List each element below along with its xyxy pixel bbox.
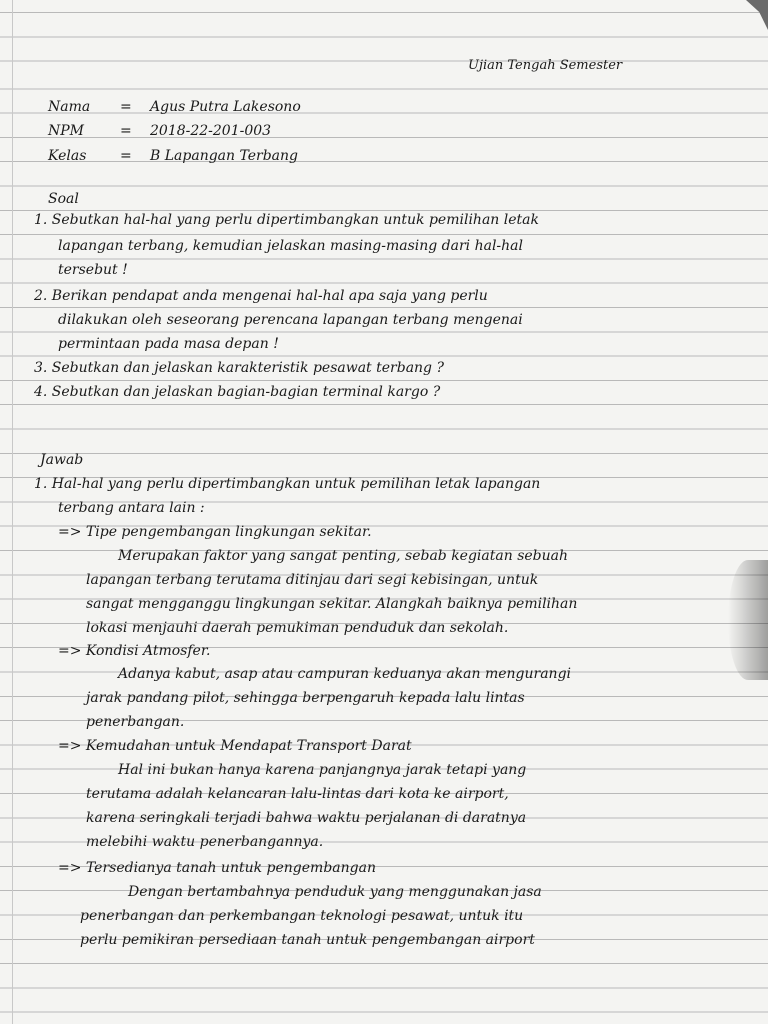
- jawab-line: terutama adalah kelancaran lalu-lintas dari kota ke airport,: [86, 786, 509, 802]
- jawab-line: terbang antara lain :: [58, 500, 205, 516]
- torn-corner: [746, 0, 768, 30]
- soal-line: lapangan terbang, kemudian jelaskan masing-masing dari hal-hal: [58, 238, 524, 254]
- npm-sep: =: [120, 123, 132, 139]
- jawab-line: => Tersedianya tanah untuk pengembangan: [58, 860, 376, 876]
- npm-value: 2018-22-201-003: [150, 123, 272, 139]
- jawab-line: => Kondisi Atmosfer.: [58, 643, 211, 659]
- jawab-line: penerbangan dan perkembangan teknologi pesawat, untuk itu: [80, 908, 524, 924]
- soal-line: permintaan pada masa depan !: [58, 336, 279, 352]
- jawab-line: lapangan terbang terutama ditinjau dari segi kebisingan, untuk: [86, 572, 539, 588]
- jawab-line: 1. Hal-hal yang perlu dipertimbangkan untuk pemilihan letak lapangan: [34, 476, 541, 492]
- jawab-line: Adanya kabut, asap atau campuran keduanya akan mengurangi: [118, 666, 572, 682]
- page-shadow: [728, 560, 768, 680]
- jawab-heading: Jawab: [40, 452, 84, 468]
- nama-label: Nama: [48, 99, 91, 115]
- jawab-line: Dengan bertambahnya penduduk yang menggunakan jasa: [128, 884, 542, 900]
- jawab-line: jarak pandang pilot, sehingga berpengaruh kepada lalu lintas: [86, 690, 525, 706]
- exam-title: Ujian Tengah Semester: [468, 58, 623, 73]
- kelas-label: Kelas: [48, 148, 87, 164]
- kelas-sep: =: [120, 148, 132, 164]
- jawab-line: penerbangan.: [86, 714, 185, 730]
- jawab-line: lokasi menjauhi daerah pemukiman penduduk dan sekolah.: [86, 620, 509, 636]
- soal-line: 3. Sebutkan dan jelaskan karakteristik pesawat terbang ?: [34, 360, 444, 376]
- soal-heading: Soal: [48, 191, 79, 207]
- jawab-line: perlu pemikiran persediaan tanah untuk pengembangan airport: [80, 932, 535, 948]
- jawab-line: Merupakan faktor yang sangat penting, sebab kegiatan sebuah: [118, 548, 569, 564]
- soal-line: tersebut !: [58, 262, 128, 278]
- jawab-line: => Tipe pengembangan lingkungan sekitar.: [58, 524, 372, 540]
- jawab-line: melebihi waktu penerbangannya.: [86, 834, 324, 850]
- npm-label: NPM: [48, 123, 85, 139]
- jawab-line: => Kemudahan untuk Mendapat Transport Darat: [58, 738, 412, 754]
- nama-sep: =: [120, 99, 132, 115]
- margin-line: [12, 0, 13, 1024]
- nama-value: Agus Putra Lakesono: [150, 99, 301, 115]
- jawab-line: Hal ini bukan hanya karena panjangnya jarak tetapi yang: [118, 762, 527, 778]
- soal-line: 1. Sebutkan hal-hal yang perlu dipertimbangkan untuk pemilihan letak: [34, 212, 539, 228]
- kelas-value: B Lapangan Terbang: [150, 148, 298, 164]
- soal-line: dilakukan oleh seseorang perencana lapangan terbang mengenai: [58, 312, 523, 328]
- soal-line: 2. Berikan pendapat anda mengenai hal-hal apa saja yang perlu: [34, 288, 488, 304]
- soal-line: 4. Sebutkan dan jelaskan bagian-bagian terminal kargo ?: [34, 384, 441, 400]
- jawab-line: karena seringkali terjadi bahwa waktu perjalanan di daratnya: [86, 810, 527, 826]
- jawab-line: sangat mengganggu lingkungan sekitar. Alangkah baiknya pemilihan: [86, 596, 578, 612]
